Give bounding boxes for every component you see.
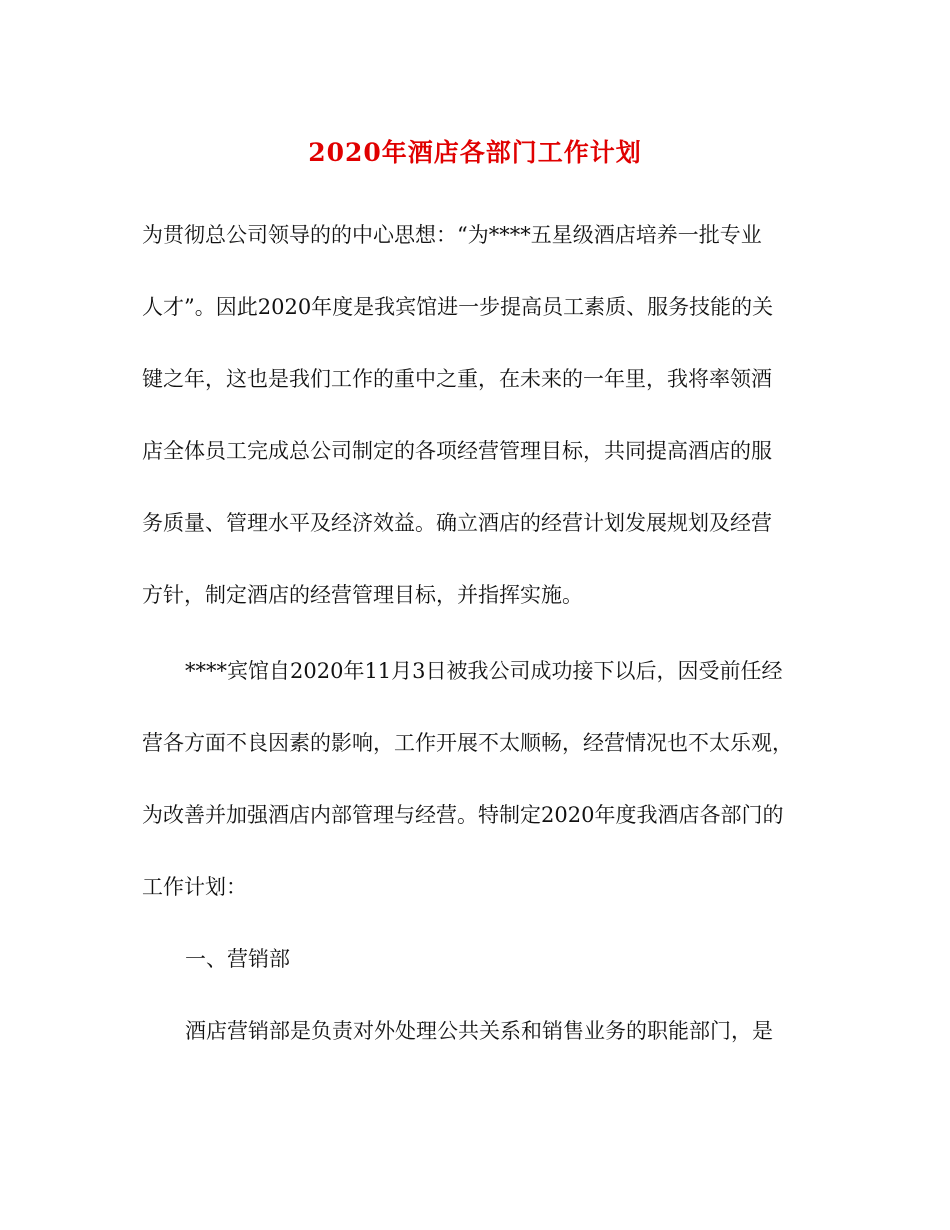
document-title: 2020年酒店各部门工作计划	[308, 138, 642, 167]
paragraph-line: 为改善并加强酒店内部管理与经营。特制定2020年度我酒店各部门的	[142, 803, 784, 827]
paragraph-line: 务质量、管理水平及经济效益。确立酒店的经营计划发展规划及经营	[142, 511, 772, 535]
paragraph-line: ****宾馆自2020年11月3日被我公司成功接下以后，因受前任经	[185, 659, 783, 683]
section-heading: 一、营销部	[185, 947, 290, 971]
paragraph-line: 方针，制定酒店的经营管理目标，并指挥实施。	[142, 583, 583, 607]
paragraph-line: 键之年，这也是我们工作的重中之重，在未来的一年里，我将率领酒	[142, 367, 772, 391]
paragraph-line: 营各方面不良因素的影响，工作开展不太顺畅，经营情况也不太乐观，	[142, 731, 793, 755]
paragraph-line: 工作计划：	[142, 875, 247, 899]
paragraph-line: 人才”。因此2020年度是我宾馆进一步提高员工素质、服务技能的关	[142, 295, 774, 319]
paragraph-line: 为贯彻总公司领导的的中心思想：“为****五星级酒店培养一批专业	[142, 223, 762, 247]
paragraph-line: 店全体员工完成总公司制定的各项经营管理目标，共同提高酒店的服	[142, 439, 772, 463]
paragraph-line: 酒店营销部是负责对外处理公共关系和销售业务的职能部门，是	[185, 1019, 773, 1043]
